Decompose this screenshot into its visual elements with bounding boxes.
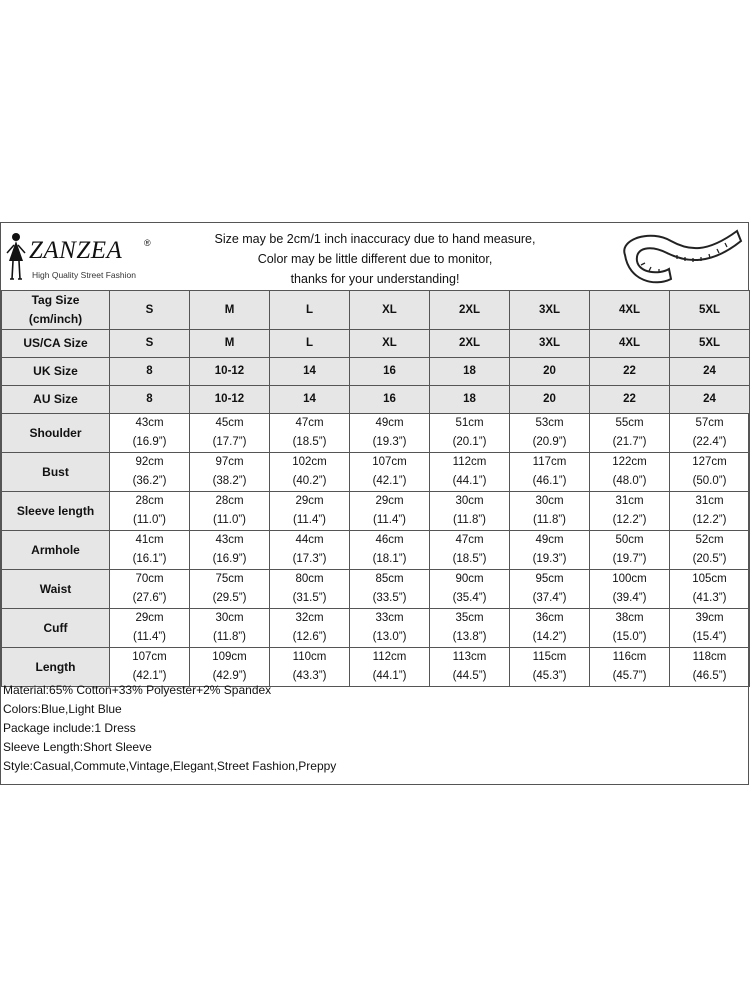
measure-cell (110, 570, 190, 609)
measure-cell (430, 609, 510, 648)
cm-value: 112cm (372, 651, 407, 663)
cm-value: 92cm (135, 456, 164, 468)
inch-value: (46.1”) (532, 475, 567, 487)
size-cell: 4XL (590, 330, 670, 358)
size-cell: 14 (270, 358, 350, 386)
registered-mark: ® (144, 238, 151, 248)
size-cell: 18 (430, 358, 510, 386)
inch-value: (13.8”) (452, 631, 487, 643)
inch-value: (11.8”) (212, 631, 247, 643)
measure-cell (190, 453, 270, 492)
size-row (2, 291, 750, 330)
inch-value: (17.7”) (212, 436, 247, 448)
size-row (2, 330, 750, 358)
cm-value: 30cm (535, 495, 564, 507)
inch-value: (18.1”) (372, 553, 407, 565)
cm-value: 107cm (372, 456, 407, 468)
inch-value: (43.3”) (292, 670, 327, 682)
inch-value: (45.7”) (612, 670, 647, 682)
inch-value: (20.1”) (452, 436, 487, 448)
cm-value: 36cm (535, 612, 564, 624)
cm-value: 117cm (532, 456, 567, 468)
colors-line: Colors:Blue,Light Blue (3, 702, 122, 716)
inch-value: (21.7”) (612, 436, 647, 448)
measure-cell (430, 453, 510, 492)
row-label: Sleeve length (2, 492, 110, 531)
size-cell: 4XL (590, 291, 670, 330)
cm-value: 118cm (692, 651, 727, 663)
inch-value: (14.2”) (532, 631, 567, 643)
measure-cell (110, 414, 190, 453)
inch-value: (46.5”) (692, 670, 727, 682)
measure-cell (190, 414, 270, 453)
measure-cell (110, 453, 190, 492)
row-label: US/CA Size (2, 330, 110, 358)
measure-cell (270, 609, 350, 648)
inch-value: (50.0”) (692, 475, 727, 487)
cm-value: 46cm (375, 534, 404, 546)
notice-line: Color may be little different due to monitor, (257, 252, 493, 266)
style-line: Style:Casual,Commute,Vintage,Elegant,Street Fashion,Preppy (3, 759, 337, 773)
size-cell: S (110, 330, 190, 358)
cm-value: 43cm (135, 417, 164, 429)
inch-value: (16.1”) (132, 553, 167, 565)
cm-value: 47cm (295, 417, 324, 429)
cm-value: 31cm (695, 495, 724, 507)
cm-value: 33cm (375, 612, 404, 624)
measure-cell (670, 492, 750, 531)
measure-cell (270, 570, 350, 609)
inch-value: (44.5”) (452, 670, 487, 682)
inch-value: (11.4”) (372, 514, 407, 526)
inch-value: (12.6”) (292, 631, 327, 643)
inch-value: (27.6”) (132, 592, 167, 604)
measuring-tape-icon (611, 225, 743, 287)
inch-value: (13.0”) (372, 631, 407, 643)
size-cell: L (270, 330, 350, 358)
size-cell: S (110, 291, 190, 330)
cm-value: 55cm (615, 417, 644, 429)
size-cell: 10-12 (190, 386, 270, 414)
measure-cell (590, 453, 670, 492)
measure-cell (350, 570, 430, 609)
cm-value: 45cm (215, 417, 244, 429)
row-label: UK Size (2, 358, 110, 386)
package-line: Package include:1 Dress (3, 721, 136, 735)
size-cell: 20 (510, 358, 590, 386)
size-cell: 2XL (430, 291, 510, 330)
cm-value: 29cm (295, 495, 324, 507)
size-cell: 3XL (510, 291, 590, 330)
row-label: Bust (2, 453, 110, 492)
cm-value: 110cm (292, 651, 327, 663)
fashion-figure-icon (5, 231, 27, 283)
inch-value: (19.3”) (372, 436, 407, 448)
size-cell: 16 (350, 358, 430, 386)
material-line: Material:65% Cotton+33% Polyester+2% Spandex (3, 683, 272, 697)
measure-cell (190, 570, 270, 609)
cm-value: 70cm (135, 573, 164, 585)
size-cell: 22 (590, 358, 670, 386)
notice-line: thanks for your understanding! (290, 272, 460, 286)
measurement-notice (161, 229, 589, 289)
size-cell: 3XL (510, 330, 590, 358)
cm-value: 29cm (375, 495, 404, 507)
inch-value: (19.3”) (532, 553, 567, 565)
inch-value: (12.2”) (692, 514, 727, 526)
cm-value: 52cm (695, 534, 724, 546)
brand-name: ZANZEA (29, 237, 123, 264)
measure-cell (350, 609, 430, 648)
measure-row (2, 531, 750, 570)
measure-cell (270, 453, 350, 492)
size-cell: 24 (670, 358, 750, 386)
size-table-body (2, 291, 750, 687)
cm-value: 43cm (215, 534, 244, 546)
measure-cell (590, 531, 670, 570)
measure-cell (110, 531, 190, 570)
measure-cell (350, 453, 430, 492)
brand-tagline: High Quality Street Fashion (32, 270, 136, 280)
size-cell: 8 (110, 358, 190, 386)
cm-value: 109cm (212, 651, 247, 663)
cm-value: 102cm (292, 456, 327, 468)
size-cell: M (190, 291, 270, 330)
cm-value: 39cm (695, 612, 724, 624)
cm-value: 105cm (692, 573, 727, 585)
inch-value: (11.8”) (452, 514, 487, 526)
inch-value: (16.9”) (132, 436, 167, 448)
size-cell: 2XL (430, 330, 510, 358)
cm-value: 30cm (215, 612, 244, 624)
inch-value: (48.0”) (612, 475, 647, 487)
inch-value: (11.4”) (132, 631, 167, 643)
inch-value: (18.5”) (292, 436, 327, 448)
inch-value: (16.9”) (212, 553, 247, 565)
size-cell: 16 (350, 386, 430, 414)
size-cell: 18 (430, 386, 510, 414)
inch-value: (11.0”) (132, 514, 167, 526)
chart-header (1, 223, 748, 290)
measure-cell (110, 609, 190, 648)
cm-value: 116cm (612, 651, 647, 663)
size-table (1, 290, 750, 687)
row-label: Waist (2, 570, 110, 609)
measure-cell (110, 492, 190, 531)
cm-value: 100cm (612, 573, 647, 585)
cm-value: 51cm (455, 417, 484, 429)
measure-cell (350, 531, 430, 570)
size-cell: 5XL (670, 291, 750, 330)
measure-cell (590, 570, 670, 609)
measure-row (2, 492, 750, 531)
inch-value: (44.1”) (372, 670, 407, 682)
inch-value: (42.1”) (132, 670, 167, 682)
sleeve-line: Sleeve Length:Short Sleeve (3, 740, 152, 754)
cm-value: 57cm (695, 417, 724, 429)
cm-value: 113cm (452, 651, 487, 663)
size-cell: M (190, 330, 270, 358)
inch-value: (19.7”) (612, 553, 647, 565)
size-cell: 14 (270, 386, 350, 414)
inch-value: (36.2”) (132, 475, 167, 487)
inch-value: (31.5”) (292, 592, 327, 604)
cm-value: 127cm (692, 456, 727, 468)
product-details (1, 679, 750, 776)
cm-value: 75cm (215, 573, 244, 585)
row-label: Cuff (2, 609, 110, 648)
inch-value: (11.0”) (212, 514, 247, 526)
inch-value: (20.5”) (692, 553, 727, 565)
measure-cell (670, 609, 750, 648)
measure-cell (590, 609, 670, 648)
measure-cell (670, 453, 750, 492)
measure-cell (590, 414, 670, 453)
row-label: Shoulder (2, 414, 110, 453)
cm-value: 44cm (295, 534, 324, 546)
cm-value: 47cm (455, 534, 484, 546)
brand-logo (5, 229, 155, 285)
inch-value: (20.9”) (532, 436, 567, 448)
cm-value: 41cm (135, 534, 164, 546)
measure-row (2, 570, 750, 609)
inch-value: (37.4”) (532, 592, 567, 604)
size-cell: 24 (670, 386, 750, 414)
measure-cell (510, 531, 590, 570)
cm-value: 28cm (215, 495, 244, 507)
cm-value: 31cm (615, 495, 644, 507)
cm-value: 49cm (375, 417, 404, 429)
measure-cell (270, 414, 350, 453)
size-cell: XL (350, 330, 430, 358)
measure-cell (430, 570, 510, 609)
cm-value: 85cm (375, 573, 404, 585)
inch-value: (15.0”) (612, 631, 647, 643)
inch-value: (41.3”) (692, 592, 727, 604)
measure-cell (270, 531, 350, 570)
inch-value: (44.1”) (452, 475, 487, 487)
inch-value: (17.3”) (292, 553, 327, 565)
row-label: Length (2, 648, 110, 687)
size-cell: 22 (590, 386, 670, 414)
measure-cell (430, 414, 510, 453)
cm-value: 122cm (612, 456, 647, 468)
cm-value: 90cm (455, 573, 484, 585)
cm-value: 38cm (615, 612, 644, 624)
measure-cell (430, 531, 510, 570)
row-label: Armhole (2, 531, 110, 570)
size-cell: L (270, 291, 350, 330)
cm-value: 29cm (135, 612, 164, 624)
inch-value: (38.2”) (212, 475, 247, 487)
cm-value: 35cm (455, 612, 484, 624)
inch-value: (33.5”) (372, 592, 407, 604)
size-cell: 8 (110, 386, 190, 414)
cm-value: 115cm (532, 651, 567, 663)
cm-value: 53cm (535, 417, 564, 429)
inch-value: (40.2”) (292, 475, 327, 487)
measure-cell (510, 414, 590, 453)
measure-cell (590, 492, 670, 531)
size-cell: 20 (510, 386, 590, 414)
inch-value: (22.4”) (692, 436, 727, 448)
measure-cell (670, 414, 750, 453)
size-cell: 5XL (670, 330, 750, 358)
inch-value: (42.1”) (372, 475, 407, 487)
size-row (2, 358, 750, 386)
size-cell: 10-12 (190, 358, 270, 386)
inch-value: (18.5”) (452, 553, 487, 565)
measure-cell (350, 492, 430, 531)
inch-value: (39.4”) (612, 592, 647, 604)
measure-cell (510, 609, 590, 648)
measure-row (2, 609, 750, 648)
measure-cell (350, 414, 430, 453)
inch-value: (12.2”) (612, 514, 647, 526)
size-chart-card (0, 222, 749, 785)
measure-cell (270, 492, 350, 531)
cm-value: 50cm (615, 534, 644, 546)
cm-value: 97cm (215, 456, 244, 468)
notice-line: Size may be 2cm/1 inch inaccuracy due to hand measure, (214, 232, 536, 246)
inch-value: (29.5”) (212, 592, 247, 604)
cm-value: 112cm (452, 456, 487, 468)
cm-value: 80cm (295, 573, 324, 585)
measure-cell (510, 453, 590, 492)
inch-value: (11.8”) (532, 514, 567, 526)
measure-cell (190, 609, 270, 648)
size-row (2, 386, 750, 414)
measure-cell (190, 531, 270, 570)
measure-cell (670, 531, 750, 570)
inch-value: (11.4”) (292, 514, 327, 526)
measure-cell (510, 492, 590, 531)
row-label: AU Size (2, 386, 110, 414)
cm-value: 30cm (455, 495, 484, 507)
inch-value: (42.9”) (212, 670, 247, 682)
inch-value: (45.3”) (532, 670, 567, 682)
cm-value: 107cm (132, 651, 167, 663)
measure-row (2, 414, 750, 453)
cm-value: 95cm (535, 573, 564, 585)
measure-row (2, 453, 750, 492)
inch-value: (15.4”) (692, 631, 727, 643)
row-label: Tag Size (cm/inch) (2, 291, 110, 330)
cm-value: 28cm (135, 495, 164, 507)
cm-value: 49cm (535, 534, 564, 546)
inch-value: (35.4”) (452, 592, 487, 604)
measure-cell (190, 492, 270, 531)
measure-cell (670, 570, 750, 609)
measure-cell (510, 570, 590, 609)
cm-value: 32cm (295, 612, 324, 624)
size-cell: XL (350, 291, 430, 330)
measure-cell (430, 492, 510, 531)
